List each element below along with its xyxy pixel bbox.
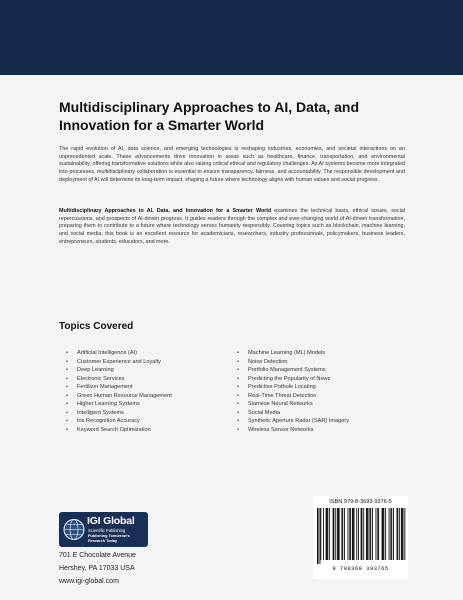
- topic-item: [237, 392, 349, 401]
- bullet-icon: •: [66, 418, 68, 424]
- bullet-icon: •: [66, 384, 68, 390]
- topic-label: Real-Time Threat Detection: [248, 392, 317, 399]
- publisher-city: Hershey, PA 17033 USA: [59, 565, 135, 572]
- bullet-icon: •: [237, 409, 239, 416]
- topic-item: [237, 383, 349, 392]
- bullet-icon: •: [237, 350, 239, 356]
- barcode-icon: [315, 508, 406, 564]
- topic-label: Wireless Sensor Networks: [248, 426, 314, 433]
- topic-item: [66, 375, 172, 384]
- topic-label: Customer Experience and Loyalty: [77, 358, 161, 365]
- topic-label: Artificial Intelligence (AI): [77, 350, 137, 356]
- logo-name: IGI Global: [87, 515, 135, 527]
- topic-item: [237, 349, 349, 358]
- topic-item: [66, 366, 172, 375]
- isbn-number: ISBN 979-8-3693-9376-5: [329, 499, 392, 505]
- topic-label: Higher Learning Systems: [77, 401, 140, 407]
- globe-icon: [63, 516, 85, 543]
- topic-item: [237, 417, 349, 426]
- cover-top-band: [0, 0, 463, 75]
- description-paragraph-2: [59, 208, 405, 247]
- topic-label: Intelligent Systems: [77, 409, 124, 416]
- topic-item: [66, 426, 172, 435]
- bullet-icon: •: [237, 358, 239, 365]
- bullet-icon: •: [66, 358, 68, 365]
- logo-tagline: Publishing Tomorrow's Research Today: [88, 534, 130, 543]
- topic-label: Siamese Neural Networks: [248, 401, 313, 407]
- publisher-street: 701 E Chocolate Avenue: [59, 552, 136, 559]
- description-paragraph-2-text: examines the technical basis, ethical issues, social repercussions, and prospects of AI-driven progress. It guides readers through the complex and ever-changing world of AI-driven transformation, preparing them to contribute to a future where technology serves humanity responsibly. Covering topics such as blockchain, machine learning, and social media, this book is an excellent resource for academicians, researchers, industry professionals, policymakers, business leaders, entrepreneurs, students, educators, and more.: [59, 208, 405, 245]
- topic-item: [66, 392, 172, 401]
- topic-item: [237, 426, 349, 435]
- bullet-icon: •: [237, 375, 239, 382]
- topics-list-right: [237, 349, 349, 434]
- bullet-icon: •: [237, 426, 239, 433]
- topics-list-left: [66, 349, 172, 434]
- topic-label: Social Media: [248, 409, 281, 416]
- topic-item: [66, 358, 172, 367]
- topic-item: [237, 409, 349, 418]
- topic-label: Fertilizer Management: [77, 384, 133, 390]
- topic-label: Electronic Services: [77, 375, 125, 382]
- topic-item: [237, 366, 349, 375]
- topic-label: Synthetic Aperture Radar (SAR) Imagery: [248, 418, 350, 424]
- topic-label: Portfolio Management Systems: [248, 367, 326, 373]
- topic-label: Iris Recognition Accuracy: [77, 418, 140, 424]
- topic-item: [66, 383, 172, 392]
- topic-label: Predictive Pothole Locating: [248, 384, 316, 390]
- bullet-icon: •: [66, 367, 68, 373]
- bullet-icon: •: [237, 418, 239, 424]
- topic-item: [66, 400, 172, 409]
- topic-item: [66, 409, 172, 418]
- topic-label: Deep Learning: [77, 367, 114, 373]
- bullet-icon: •: [66, 392, 68, 399]
- topic-item: [66, 349, 172, 358]
- bullet-icon: •: [66, 401, 68, 407]
- topic-label: Keyword Search Optimization: [77, 426, 151, 433]
- bullet-icon: •: [66, 375, 68, 382]
- bullet-icon: •: [237, 384, 239, 390]
- bullet-icon: •: [66, 350, 68, 356]
- logo-subtitle: Scientific Publishing: [88, 528, 126, 533]
- description-paragraph-1: The rapid evolution of AI, data science, and emerging technologies is reshaping industries, economies, and societal interactions on an unprecedented scale. These advancements drive innovation in areas such as healthcare, finance, transportation, and environmental sustainability, offering transformative solutions while also raising critical ethical and regulatory challenges. As AI systems become more integrated into processes, multidisciplinary collaboration is essential to ensure transparency, fairness, and accountability. The responsible development and deployment of AI will determine its long-term impact, shaping a future where technology aligns with human values and social progress.: [59, 146, 405, 183]
- bullet-icon: •: [237, 401, 239, 407]
- topic-label: Noise Detection: [248, 358, 288, 365]
- topic-label: Green Human Resource Management: [77, 392, 172, 399]
- topic-label: Machine Learning (ML) Models: [248, 350, 326, 356]
- isbn-barcode: [313, 496, 408, 579]
- topic-label: Predicting the Popularity of News: [248, 375, 331, 382]
- barcode-digits: 9 798369 393765: [332, 565, 389, 572]
- topic-item: [237, 375, 349, 384]
- topic-item: [237, 400, 349, 409]
- description-book-title: Multidisciplinary Approaches to AI, Data, and Innovation for a Smarter World: [59, 208, 272, 214]
- bullet-icon: •: [66, 426, 68, 433]
- publisher-website: www.igi-global.com: [59, 578, 119, 585]
- bullet-icon: •: [237, 392, 239, 399]
- topic-item: [66, 417, 172, 426]
- bullet-icon: •: [237, 367, 239, 373]
- topic-item: [237, 358, 349, 367]
- bullet-icon: •: [66, 409, 68, 416]
- publisher-logo: [59, 512, 148, 547]
- book-title: Multidisciplinary Approaches to AI, Data, and Innovation for a Smarter World: [59, 99, 360, 133]
- topics-heading: Topics Covered: [59, 321, 134, 332]
